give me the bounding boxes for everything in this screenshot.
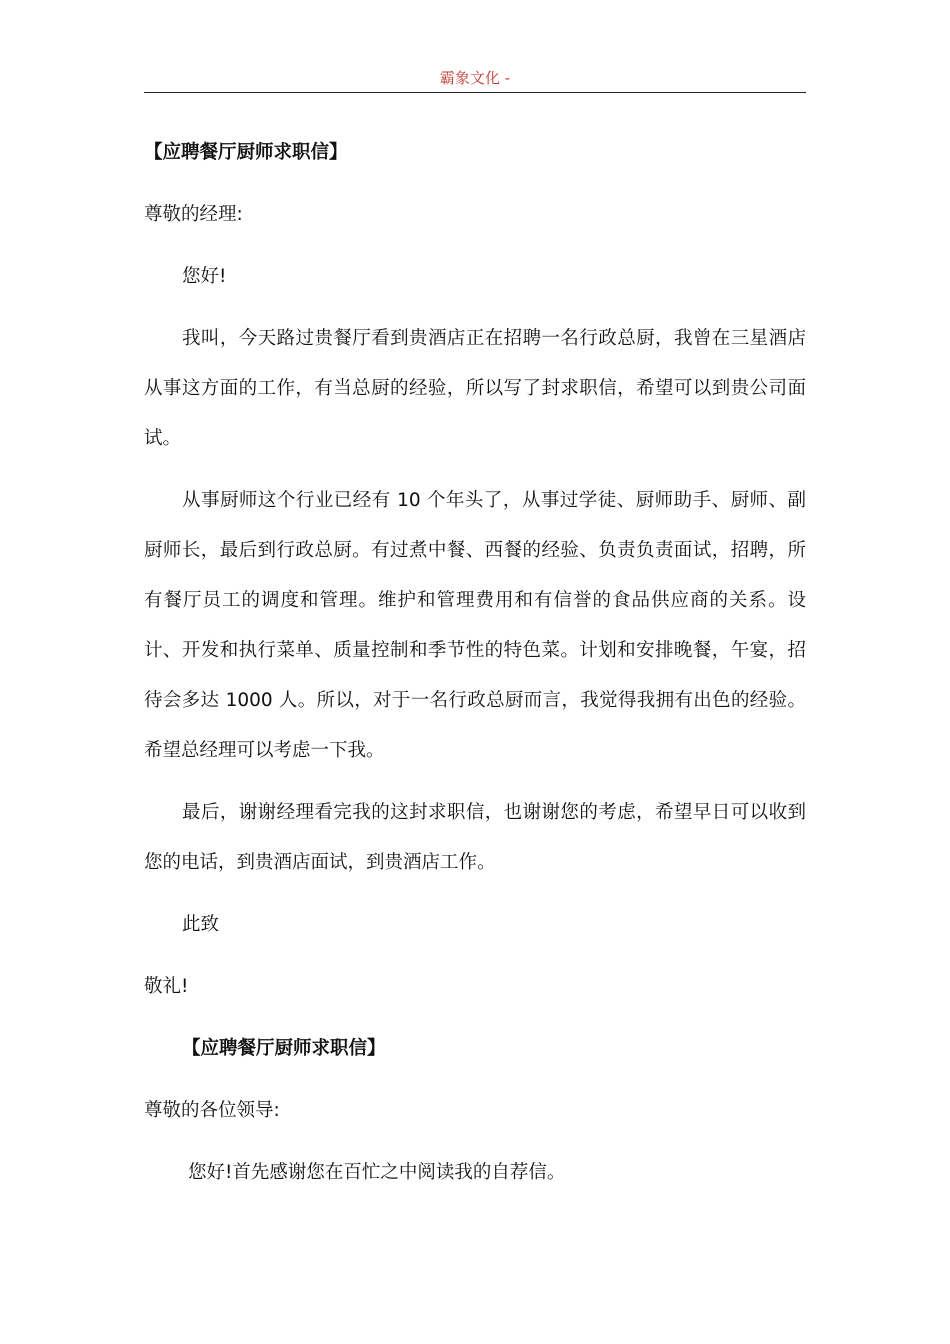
letter1-paragraph-2: 从事厨师这个行业已经有 10 个年头了，从事过学徒、厨师助手、厨师、副厨师长，最后到行政总厨。有过煮中餐、西餐的经验、负责负责面试，招聘，所有餐厅员工的调度和管理。维护和管理费用和有信誉的食品供应商的关系。设计、开发和执行菜单、质量控制和季节性的特色菜。计划和安排晚餐，午宴，招待会多达 1000 人。所以，对于一名行政总厨而言，我觉得我拥有出色的经验。希望总经理可以考虑一下我。: [144, 490, 806, 761]
letter2-salutation: 尊敬的各位领导:: [144, 1100, 280, 1121]
letter1-closing-1: 此致: [182, 914, 220, 935]
letter2-title: 【应聘餐厅厨师求职信】: [182, 1038, 386, 1059]
letter1-title: 【应聘餐厅厨师求职信】: [144, 142, 348, 163]
letter1-greeting: 您好!: [182, 266, 227, 287]
page-header: [144, 68, 806, 93]
document-body: [144, 138, 806, 1220]
letter1-paragraph-1: 我叫，今天路过贵餐厅看到贵酒店正在招聘一名行政总厨，我曾在三星酒店从事这方面的工作，有当总厨的经验，所以写了封求职信，希望可以到贵公司面试。: [144, 328, 806, 449]
header-text: 霸象文化 -: [439, 69, 511, 87]
letter1-salutation: 尊敬的经理:: [144, 204, 243, 225]
letter2-greeting: 您好!首先感谢您在百忙之中阅读我的自荐信。: [188, 1162, 566, 1183]
letter1-paragraph-3: 最后，谢谢经理看完我的这封求职信，也谢谢您的考虑，希望早日可以收到您的电话，到贵酒店面试，到贵酒店工作。: [144, 802, 806, 873]
letter1-closing-2: 敬礼!: [144, 976, 189, 997]
